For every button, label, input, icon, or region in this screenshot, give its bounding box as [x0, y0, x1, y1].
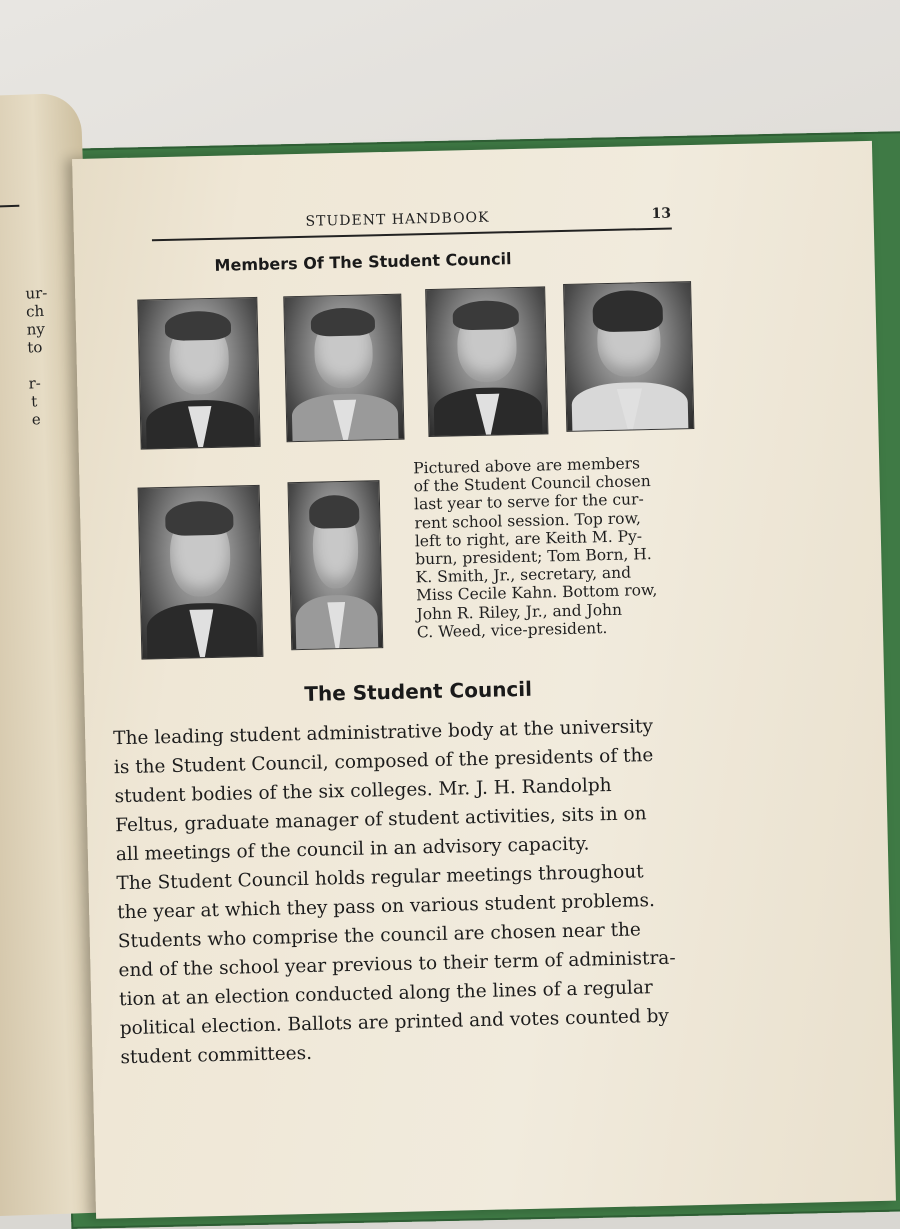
left-fragment: ch [25, 301, 45, 321]
caption-line: burn, president; Tom Born, H. [415, 545, 652, 569]
left-fragment: to [26, 338, 43, 357]
body-line: end of the school year previous to their term of administra- [118, 947, 676, 982]
portrait-john-weed [287, 480, 383, 650]
caption-line: Pictured above are members [413, 454, 641, 478]
caption-line: C. Weed, vice-president. [416, 618, 608, 642]
running-header: STUDENT HANDBOOK [305, 209, 490, 230]
header-rule [152, 227, 672, 241]
left-fragment: e [31, 410, 41, 429]
body-line: The leading student administrative body at the university [113, 716, 654, 750]
body-line: The Student Council holds regular meetings throughout [116, 861, 644, 895]
body-line: political election. Ballots are printed and votes counted by [119, 1005, 670, 1040]
left-fragment: ny [26, 319, 46, 339]
body-line: is the Student Council, composed of the presidents of the [113, 745, 654, 779]
body-line: Students who comprise the council are chosen near the [117, 919, 642, 953]
caption-line: John R. Riley, Jr., and John [416, 600, 623, 624]
caption-line: K. Smith, Jr., secretary, and [415, 563, 632, 587]
members-heading: Members Of The Student Council [214, 249, 512, 275]
caption-line: Miss Cecile Kahn. Bottom row, [415, 581, 658, 605]
left-fragment: t [30, 392, 38, 411]
portrait-hk-smith [425, 286, 548, 437]
caption-line: last year to serve for the cur- [413, 490, 644, 514]
body-text [113, 708, 841, 1072]
body-line: all meetings of the council in an advisory capacity. [115, 833, 590, 866]
body-line: student bodies of the six colleges. Mr. J. H. Randolph [114, 774, 612, 808]
caption-line: left to right, are Keith M. Py- [414, 527, 643, 551]
body-line: Feltus, graduate manager of student activities, sits in on [115, 803, 647, 837]
portrait-john-riley [138, 485, 264, 660]
page-number: 13 [651, 205, 672, 222]
portrait-keith-pyburn [137, 297, 260, 450]
left-page-rule [0, 205, 19, 208]
left-fragment: ur- [25, 283, 48, 303]
caption-line: rent school session. Top row, [414, 508, 642, 533]
photo-caption [413, 453, 717, 642]
left-fragment: r- [28, 374, 42, 393]
caption-line: of the Student Council chosen [413, 472, 651, 496]
body-line: student committees. [120, 1042, 313, 1069]
body-line: the year at which they pass on various student problems. [116, 890, 656, 924]
student-council-heading: The Student Council [304, 676, 533, 706]
portrait-cecile-kahn [563, 281, 694, 432]
body-line: tion at an election conducted along the lines of a regular [118, 977, 653, 1011]
portrait-tom-born [283, 294, 404, 443]
handbook-page [72, 141, 896, 1219]
